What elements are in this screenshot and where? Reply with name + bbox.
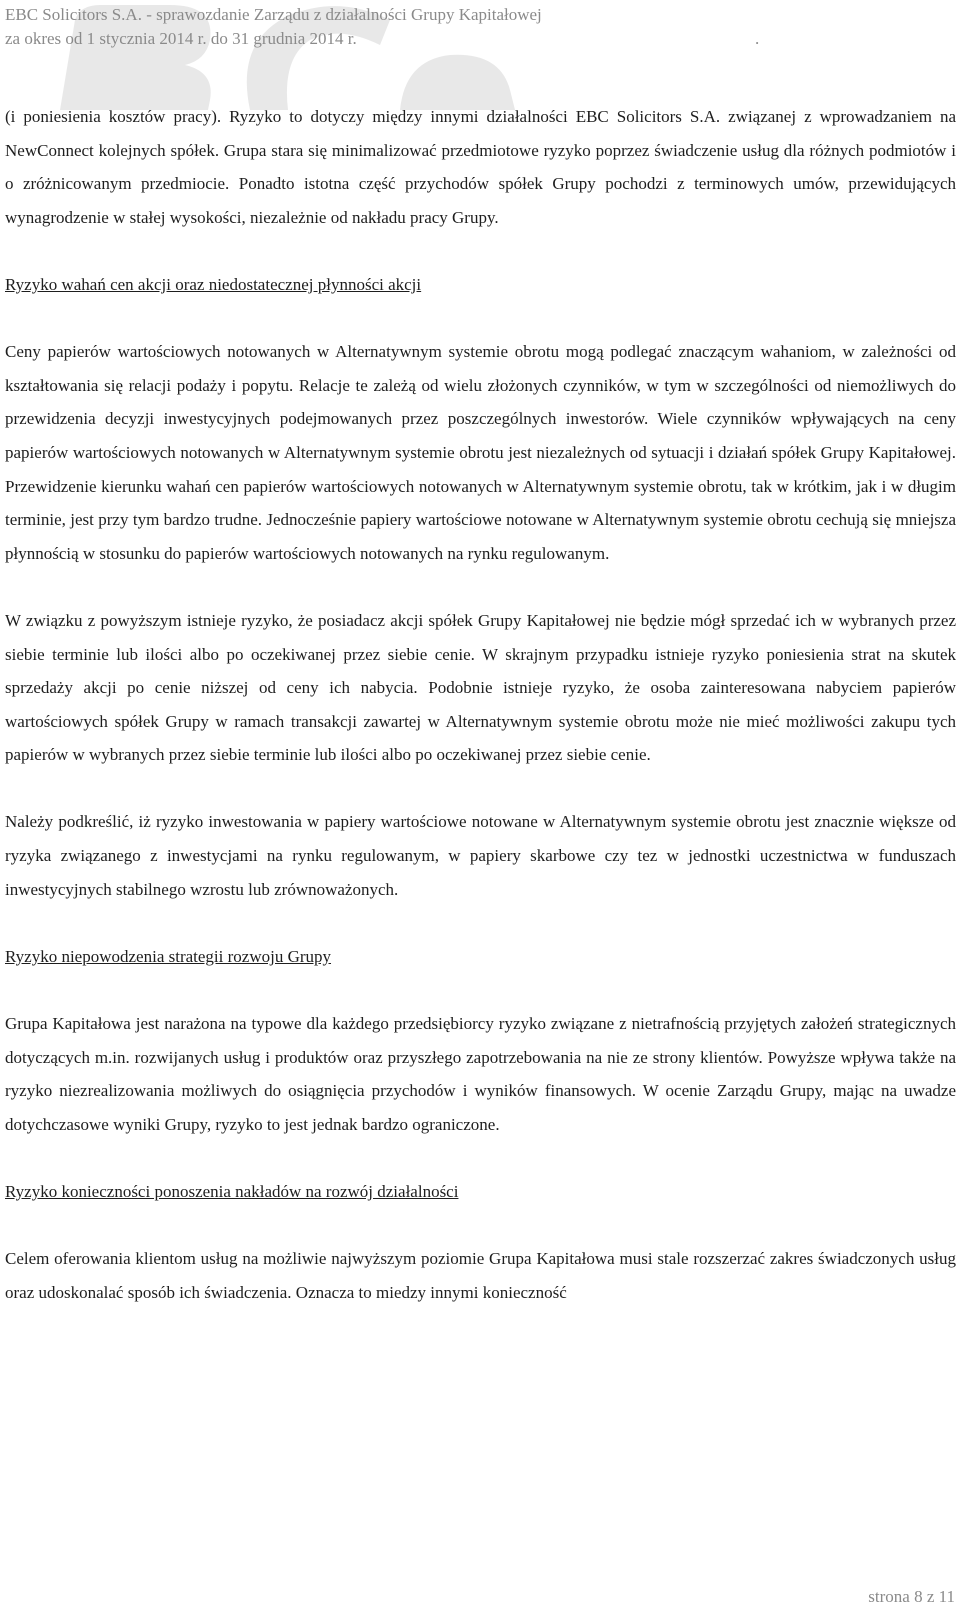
paragraph-investment-risk: Należy podkreślić, iż ryzyko inwestowania w papiery wartościowe notowane w Alternatywnym systemie obrotu jest znacznie większe od ryzyka związanego z inwestycjami na rynku regulowanym, w papiery skarbowe czy tez w jednostki uczestnictwa w funduszach inwestycyjnych stabilnego wzrostu lub zrównoważonych.	[5, 812, 956, 899]
paragraph-price-volatility: Ceny papierów wartościowych notowanych w Alternatywnym systemie obrotu mogą podlegać znaczącym wahaniom, w zależności od kształtowania się relacji podaży i popytu. Relacje te zależą od wielu złożonych czynników, w tym w szczególności od niemożliwych do przewidzenia decyzji inwestycyjnych podejmowanych przez poszczególnych inwestorów. Wiele czynników wpływających na ceny papierów wartościowych notowanych w Alternatywnym systemie obrotu jest niezależnych od sytuacji i działań spółek Grupy Kapitałowej. Przewidzenie kierunku wahań cen papierów wartościowych notowanych w Alternatywnym systemie obrotu, tak w krótkim, jak i w długim terminie, jest przy tym bardzo trudne. Jednocześnie papiery wartościowe notowane w Alternatywnym systemie obrotu cechują się mniejsza płynnością w stosunku do papierów wartościowych notowanych na rynku regulowanym.	[5, 342, 956, 563]
header-dot: .	[755, 29, 760, 48]
page-number: strona 8 z 11	[868, 1587, 955, 1606]
paragraph-development-costs: Celem oferowania klientom usług na możliwie najwyższym poziomie Grupa Kapitałowa musi stale rozszerzać zakres świadczonych usług oraz udoskonalać sposób ich świadczenia. Oznacza to miedzy innymi konieczność	[5, 1249, 956, 1302]
document-body	[5, 100, 956, 1309]
header-period: za okres od 1 stycznia 2014 r. do 31 grudnia 2014 r.	[5, 29, 357, 48]
header-title: EBC Solicitors S.A. - sprawozdanie Zarządu z działalności Grupy Kapitałowej	[5, 5, 542, 24]
section-heading-strategy-risk: Ryzyko niepowodzenia strategii rozwoju Grupy	[5, 946, 332, 966]
section-heading-development-costs-risk: Ryzyko konieczności ponoszenia nakładów na rozwój działalności	[5, 1182, 459, 1201]
paragraph-continuation: (i poniesienia kosztów pracy). Ryzyko to dotyczy między innymi działalności EBC Solicitors S.A. związanej z wprowadzaniem na NewConnect kolejnych spółek. Grupa stara się minimalizować przedmiotowe ryzyko poprzez świadczenie usług dla różnych podmiotów i o zróżnicowanym przedmiocie. Ponadto istotna część przychodów spółek Grupy pochodzi z terminowych umów, przewidujących wynagrodzenie w stałej wysokości, niezależnie od nakładu pracy Grupy.	[5, 107, 956, 227]
paragraph-liquidity: W związku z powyższym istnieje ryzyko, że posiadacz akcji spółek Grupy Kapitałowej nie będzie mógł sprzedać ich w wybranych przez siebie terminie lub ilości albo po oczekiwanej przez siebie cenie. W skrajnym przypadku istnieje ryzyko poniesienia strat na skutek sprzedaży akcji po cenie niższej od ceny ich nabycia. Podobnie istnieje ryzyko, że osoba zainteresowana nabyciem papierów wartościowych spółek Grupy w ramach transakcji zawartej w Alternatywnym systemie obrotu może nie mieć możliwości zakupu tych papierów w wybranych przez siebie terminie lub ilości albo po oczekiwanej przez siebie cenie.	[5, 610, 956, 765]
paragraph-strategy: Grupa Kapitałowa jest narażona na typowe dla każdego przedsiębiorcy ryzyko związane z nietrafnością przyjętych założeń strategicznych dotyczących m.in. rozwijanych usług i produktów oraz przyszłego zapotrzebowania na nie ze strony klientów. Powyższe wpływa także na ryzyko niezrealizowania możliwych do osiągnięcia przychodów i wyników finansowych. W ocenie Zarządu Grupy, mając na uwadze dotychczasowe wyniki Grupy, ryzyko to jest jednak bardzo ograniczone.	[5, 1014, 956, 1134]
section-heading-price-volatility-risk: Ryzyko wahań cen akcji oraz niedostatecznej płynności akcji	[5, 274, 422, 294]
page-header	[5, 3, 760, 51]
